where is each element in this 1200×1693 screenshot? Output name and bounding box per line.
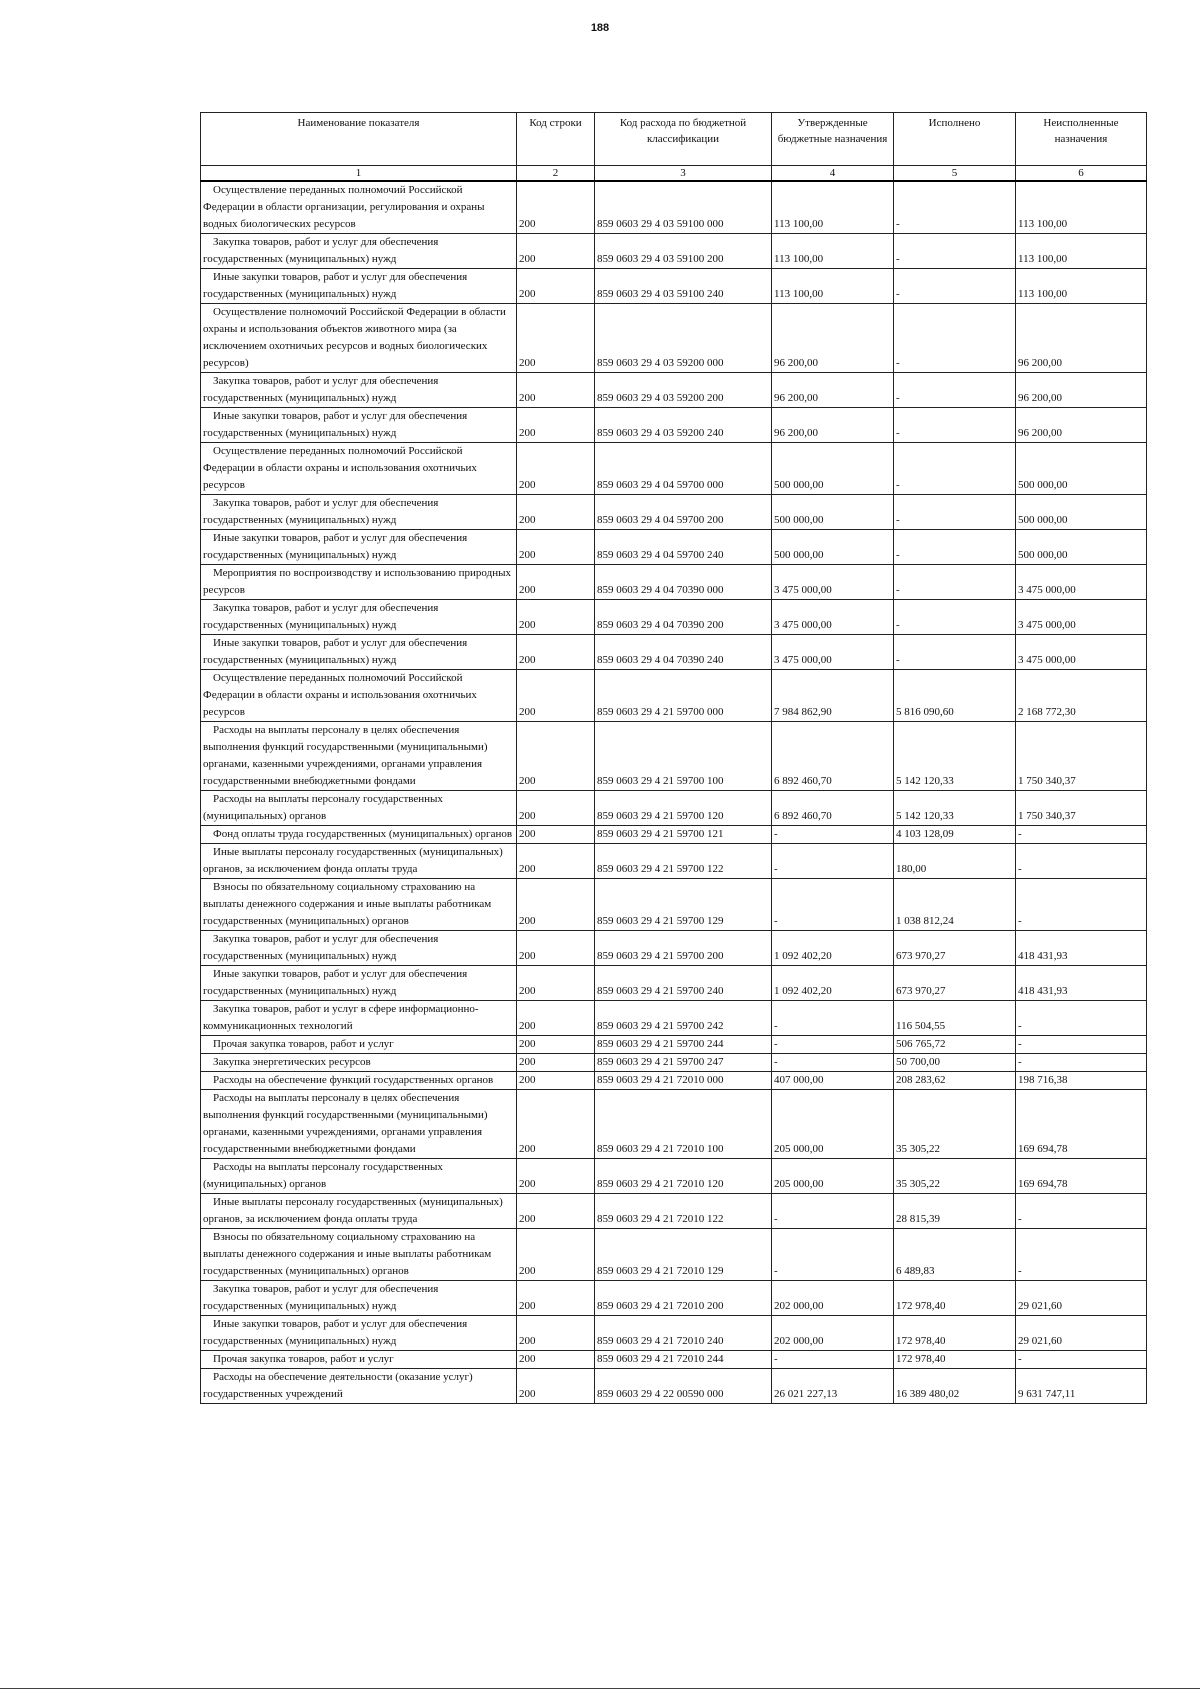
unexecuted-cell: 29 021,60	[1016, 1281, 1147, 1316]
column-number: 4	[772, 166, 894, 182]
indicator-name-cell: Расходы на выплаты персоналу государственных (муниципальных) органов	[201, 1159, 517, 1194]
expense-code-cell: 859 0603 29 4 21 59700 121	[595, 826, 772, 844]
approved-cell: 500 000,00	[772, 443, 894, 495]
indicator-name-cell: Расходы на обеспечение функций государственных органов	[201, 1072, 517, 1090]
indicator-name-cell: Осуществление переданных полномочий Российской Федерации в области организации, регулирования и охраны водных биологических ресурсов	[201, 181, 517, 234]
header-executed: Исполнено	[894, 113, 1016, 166]
line-code-cell: 200	[517, 635, 595, 670]
approved-cell: 500 000,00	[772, 530, 894, 565]
table-row	[201, 670, 1147, 722]
line-code-cell: 200	[517, 565, 595, 600]
expense-code-cell: 859 0603 29 4 21 72010 129	[595, 1229, 772, 1281]
indicator-name-cell: Взносы по обязательному социальному страхованию на выплаты денежного содержания и иные выплаты работникам государственных (муниципальных) органов	[201, 1229, 517, 1281]
unexecuted-cell: 29 021,60	[1016, 1316, 1147, 1351]
line-code-cell: 200	[517, 1281, 595, 1316]
indicator-name-cell: Расходы на обеспечение деятельности (оказание услуг) государственных учреждений	[201, 1369, 517, 1404]
executed-cell: 116 504,55	[894, 1001, 1016, 1036]
unexecuted-cell: 96 200,00	[1016, 408, 1147, 443]
executed-cell: -	[894, 304, 1016, 373]
table-row	[201, 966, 1147, 1001]
unexecuted-cell: 9 631 747,11	[1016, 1369, 1147, 1404]
expense-code-cell: 859 0603 29 4 03 59100 200	[595, 234, 772, 269]
executed-cell: -	[894, 181, 1016, 234]
executed-cell: 180,00	[894, 844, 1016, 879]
table-row	[201, 1194, 1147, 1229]
expense-code-cell: 859 0603 29 4 04 70390 240	[595, 635, 772, 670]
expense-code-cell: 859 0603 29 4 21 59700 200	[595, 931, 772, 966]
table-row	[201, 443, 1147, 495]
executed-cell: 673 970,27	[894, 931, 1016, 966]
unexecuted-cell: 198 716,38	[1016, 1072, 1147, 1090]
approved-cell: 113 100,00	[772, 181, 894, 234]
indicator-name-cell: Иные выплаты персоналу государственных (муниципальных) органов, за исключением фонда оплаты труда	[201, 1194, 517, 1229]
table-row	[201, 826, 1147, 844]
line-code-cell: 200	[517, 966, 595, 1001]
approved-cell: 205 000,00	[772, 1159, 894, 1194]
approved-cell: 113 100,00	[772, 269, 894, 304]
indicator-name-cell: Иные закупки товаров, работ и услуг для обеспечения государственных (муниципальных) нужд	[201, 635, 517, 670]
executed-cell: -	[894, 373, 1016, 408]
indicator-name-cell: Взносы по обязательному социальному страхованию на выплаты денежного содержания и иные выплаты работникам государственных (муниципальных) органов	[201, 879, 517, 931]
line-code-cell: 200	[517, 844, 595, 879]
executed-cell: 172 978,40	[894, 1351, 1016, 1369]
expense-code-cell: 859 0603 29 4 21 59700 129	[595, 879, 772, 931]
executed-cell: -	[894, 530, 1016, 565]
indicator-name-cell: Закупка товаров, работ и услуг для обеспечения государственных (муниципальных) нужд	[201, 373, 517, 408]
expense-code-cell: 859 0603 29 4 21 59700 242	[595, 1001, 772, 1036]
line-code-cell: 200	[517, 879, 595, 931]
indicator-name-cell: Расходы на выплаты персоналу государственных (муниципальных) органов	[201, 791, 517, 826]
table-row	[201, 495, 1147, 530]
unexecuted-cell: 96 200,00	[1016, 373, 1147, 408]
line-code-cell: 200	[517, 1351, 595, 1369]
expense-code-cell: 859 0603 29 4 21 72010 240	[595, 1316, 772, 1351]
unexecuted-cell: -	[1016, 826, 1147, 844]
executed-cell: 5 816 090,60	[894, 670, 1016, 722]
line-code-cell: 200	[517, 600, 595, 635]
table-body	[201, 181, 1147, 1404]
executed-cell: 35 305,22	[894, 1090, 1016, 1159]
expense-code-cell: 859 0603 29 4 03 59200 240	[595, 408, 772, 443]
expense-code-cell: 859 0603 29 4 04 59700 240	[595, 530, 772, 565]
executed-cell: 28 815,39	[894, 1194, 1016, 1229]
table-row	[201, 565, 1147, 600]
executed-cell: 208 283,62	[894, 1072, 1016, 1090]
executed-cell: 506 765,72	[894, 1036, 1016, 1054]
approved-cell: 6 892 460,70	[772, 791, 894, 826]
expense-code-cell: 859 0603 29 4 21 59700 122	[595, 844, 772, 879]
line-code-cell: 200	[517, 1369, 595, 1404]
approved-cell: -	[772, 1036, 894, 1054]
line-code-cell: 200	[517, 722, 595, 791]
table-row	[201, 1159, 1147, 1194]
approved-cell: 202 000,00	[772, 1316, 894, 1351]
approved-cell: -	[772, 844, 894, 879]
executed-cell: 4 103 128,09	[894, 826, 1016, 844]
executed-cell: 673 970,27	[894, 966, 1016, 1001]
approved-cell: 3 475 000,00	[772, 565, 894, 600]
page-number: 188	[590, 22, 610, 34]
unexecuted-cell: 96 200,00	[1016, 304, 1147, 373]
table-row	[201, 1229, 1147, 1281]
unexecuted-cell: 1 750 340,37	[1016, 791, 1147, 826]
unexecuted-cell: 169 694,78	[1016, 1159, 1147, 1194]
expense-code-cell: 859 0603 29 4 04 59700 200	[595, 495, 772, 530]
unexecuted-cell: 3 475 000,00	[1016, 600, 1147, 635]
line-code-cell: 200	[517, 1194, 595, 1229]
table-row	[201, 1072, 1147, 1090]
executed-cell: 172 978,40	[894, 1281, 1016, 1316]
column-number: 2	[517, 166, 595, 182]
approved-cell: -	[772, 1194, 894, 1229]
table-row	[201, 181, 1147, 234]
approved-cell: -	[772, 1054, 894, 1072]
approved-cell: 205 000,00	[772, 1090, 894, 1159]
unexecuted-cell: -	[1016, 879, 1147, 931]
line-code-cell: 200	[517, 670, 595, 722]
expense-code-cell: 859 0603 29 4 21 72010 244	[595, 1351, 772, 1369]
indicator-name-cell: Расходы на выплаты персоналу в целях обеспечения выполнения функций государственными (муниципальными) органами, казенными учреждениями, органами управления государственными внебюджетными фондами	[201, 1090, 517, 1159]
table-header-row	[201, 113, 1147, 166]
line-code-cell: 200	[517, 269, 595, 304]
unexecuted-cell: 500 000,00	[1016, 443, 1147, 495]
header-expense-code: Код расхода по бюджетной классификации	[595, 113, 772, 166]
executed-cell: 6 489,83	[894, 1229, 1016, 1281]
unexecuted-cell: 169 694,78	[1016, 1090, 1147, 1159]
executed-cell: -	[894, 635, 1016, 670]
executed-cell: -	[894, 443, 1016, 495]
indicator-name-cell: Иные закупки товаров, работ и услуг для обеспечения государственных (муниципальных) нужд	[201, 269, 517, 304]
table-row	[201, 1369, 1147, 1404]
unexecuted-cell: 418 431,93	[1016, 966, 1147, 1001]
bottom-rule	[0, 1688, 1200, 1689]
line-code-cell: 200	[517, 1159, 595, 1194]
indicator-name-cell: Иные закупки товаров, работ и услуг для обеспечения государственных (муниципальных) нужд	[201, 530, 517, 565]
line-code-cell: 200	[517, 373, 595, 408]
column-number: 6	[1016, 166, 1147, 182]
line-code-cell: 200	[517, 1090, 595, 1159]
unexecuted-cell: 113 100,00	[1016, 269, 1147, 304]
approved-cell: 3 475 000,00	[772, 635, 894, 670]
table-row	[201, 600, 1147, 635]
line-code-cell: 200	[517, 234, 595, 269]
executed-cell: -	[894, 600, 1016, 635]
executed-cell: 35 305,22	[894, 1159, 1016, 1194]
approved-cell: 7 984 862,90	[772, 670, 894, 722]
line-code-cell: 200	[517, 1316, 595, 1351]
indicator-name-cell: Закупка товаров, работ и услуг для обеспечения государственных (муниципальных) нужд	[201, 1281, 517, 1316]
unexecuted-cell: -	[1016, 844, 1147, 879]
unexecuted-cell: 2 168 772,30	[1016, 670, 1147, 722]
column-number: 1	[201, 166, 517, 182]
indicator-name-cell: Иные выплаты персоналу государственных (муниципальных) органов, за исключением фонда оплаты труда	[201, 844, 517, 879]
approved-cell: 26 021 227,13	[772, 1369, 894, 1404]
expense-code-cell: 859 0603 29 4 03 59100 240	[595, 269, 772, 304]
unexecuted-cell: 113 100,00	[1016, 181, 1147, 234]
executed-cell: 16 389 480,02	[894, 1369, 1016, 1404]
approved-cell: -	[772, 826, 894, 844]
indicator-name-cell: Расходы на выплаты персоналу в целях обеспечения выполнения функций государственными (муниципальными) органами, казенными учреждениями, органами управления государственными внебюджетными фондами	[201, 722, 517, 791]
table-row	[201, 1036, 1147, 1054]
approved-cell: -	[772, 1001, 894, 1036]
line-code-cell: 200	[517, 931, 595, 966]
expense-code-cell: 859 0603 29 4 04 59700 000	[595, 443, 772, 495]
unexecuted-cell: 500 000,00	[1016, 495, 1147, 530]
expense-code-cell: 859 0603 29 4 21 72010 200	[595, 1281, 772, 1316]
expense-code-cell: 859 0603 29 4 21 72010 100	[595, 1090, 772, 1159]
executed-cell: -	[894, 495, 1016, 530]
indicator-name-cell: Иные закупки товаров, работ и услуг для обеспечения государственных (муниципальных) нужд	[201, 1316, 517, 1351]
line-code-cell: 200	[517, 1036, 595, 1054]
budget-execution-table	[200, 112, 1147, 1404]
line-code-cell: 200	[517, 1229, 595, 1281]
indicator-name-cell: Иные закупки товаров, работ и услуг для обеспечения государственных (муниципальных) нужд	[201, 966, 517, 1001]
approved-cell: 113 100,00	[772, 234, 894, 269]
table-row	[201, 1054, 1147, 1072]
header-line-code: Код строки	[517, 113, 595, 166]
table-row	[201, 931, 1147, 966]
line-code-cell: 200	[517, 1001, 595, 1036]
indicator-name-cell: Осуществление переданных полномочий Российской Федерации в области охраны и использования охотничьих ресурсов	[201, 670, 517, 722]
expense-code-cell: 859 0603 29 4 21 59700 240	[595, 966, 772, 1001]
indicator-name-cell: Мероприятия по воспроизводству и использованию природных ресурсов	[201, 565, 517, 600]
expense-code-cell: 859 0603 29 4 21 59700 100	[595, 722, 772, 791]
executed-cell: 50 700,00	[894, 1054, 1016, 1072]
line-code-cell: 200	[517, 826, 595, 844]
approved-cell: 407 000,00	[772, 1072, 894, 1090]
table-row	[201, 530, 1147, 565]
table-row	[201, 879, 1147, 931]
table-row	[201, 269, 1147, 304]
executed-cell: 5 142 120,33	[894, 791, 1016, 826]
expense-code-cell: 859 0603 29 4 03 59200 000	[595, 304, 772, 373]
executed-cell: -	[894, 408, 1016, 443]
column-number: 5	[894, 166, 1016, 182]
approved-cell: 1 092 402,20	[772, 931, 894, 966]
table-row	[201, 234, 1147, 269]
indicator-name-cell: Фонд оплаты труда государственных (муниципальных) органов	[201, 826, 517, 844]
column-number: 3	[595, 166, 772, 182]
table-row	[201, 635, 1147, 670]
expense-code-cell: 859 0603 29 4 22 00590 000	[595, 1369, 772, 1404]
header-indicator-name: Наименование показателя	[201, 113, 517, 166]
unexecuted-cell: 3 475 000,00	[1016, 635, 1147, 670]
unexecuted-cell: 418 431,93	[1016, 931, 1147, 966]
table-row	[201, 1281, 1147, 1316]
unexecuted-cell: -	[1016, 1229, 1147, 1281]
unexecuted-cell: -	[1016, 1194, 1147, 1229]
expense-code-cell: 859 0603 29 4 21 72010 120	[595, 1159, 772, 1194]
indicator-name-cell: Закупка товаров, работ и услуг для обеспечения государственных (муниципальных) нужд	[201, 234, 517, 269]
expense-code-cell: 859 0603 29 4 21 59700 000	[595, 670, 772, 722]
table-row	[201, 373, 1147, 408]
unexecuted-cell: -	[1016, 1036, 1147, 1054]
approved-cell: 6 892 460,70	[772, 722, 894, 791]
unexecuted-cell: -	[1016, 1054, 1147, 1072]
line-code-cell: 200	[517, 304, 595, 373]
unexecuted-cell: -	[1016, 1001, 1147, 1036]
line-code-cell: 200	[517, 1072, 595, 1090]
executed-cell: 5 142 120,33	[894, 722, 1016, 791]
indicator-name-cell: Закупка товаров, работ и услуг в сфере информационно-коммуникационных технологий	[201, 1001, 517, 1036]
column-number-row	[201, 166, 1147, 182]
expense-code-cell: 859 0603 29 4 21 72010 122	[595, 1194, 772, 1229]
expense-code-cell: 859 0603 29 4 04 70390 200	[595, 600, 772, 635]
table-row	[201, 791, 1147, 826]
executed-cell: -	[894, 234, 1016, 269]
unexecuted-cell: 1 750 340,37	[1016, 722, 1147, 791]
unexecuted-cell: 3 475 000,00	[1016, 565, 1147, 600]
table-row	[201, 408, 1147, 443]
executed-cell: -	[894, 269, 1016, 304]
table-row	[201, 722, 1147, 791]
expense-code-cell: 859 0603 29 4 21 59700 244	[595, 1036, 772, 1054]
expense-code-cell: 859 0603 29 4 21 72010 000	[595, 1072, 772, 1090]
indicator-name-cell: Закупка товаров, работ и услуг для обеспечения государственных (муниципальных) нужд	[201, 600, 517, 635]
unexecuted-cell: 113 100,00	[1016, 234, 1147, 269]
expense-code-cell: 859 0603 29 4 04 70390 000	[595, 565, 772, 600]
line-code-cell: 200	[517, 791, 595, 826]
line-code-cell: 200	[517, 443, 595, 495]
indicator-name-cell: Осуществление полномочий Российской Федерации в области охраны и использования объектов животного мира (за исключением охотничьих ресурсов и водных биологических ресурсов)	[201, 304, 517, 373]
table-row	[201, 1351, 1147, 1369]
expense-code-cell: 859 0603 29 4 03 59100 000	[595, 181, 772, 234]
approved-cell: -	[772, 1229, 894, 1281]
header-unexecuted: Неисполненные назначения	[1016, 113, 1147, 166]
approved-cell: -	[772, 1351, 894, 1369]
table-row	[201, 304, 1147, 373]
indicator-name-cell: Прочая закупка товаров, работ и услуг	[201, 1351, 517, 1369]
executed-cell: -	[894, 565, 1016, 600]
unexecuted-cell: 500 000,00	[1016, 530, 1147, 565]
indicator-name-cell: Иные закупки товаров, работ и услуг для обеспечения государственных (муниципальных) нужд	[201, 408, 517, 443]
executed-cell: 1 038 812,24	[894, 879, 1016, 931]
table-row	[201, 1001, 1147, 1036]
approved-cell: 3 475 000,00	[772, 600, 894, 635]
line-code-cell: 200	[517, 1054, 595, 1072]
executed-cell: 172 978,40	[894, 1316, 1016, 1351]
unexecuted-cell: -	[1016, 1351, 1147, 1369]
indicator-name-cell: Закупка товаров, работ и услуг для обеспечения государственных (муниципальных) нужд	[201, 495, 517, 530]
approved-cell: -	[772, 879, 894, 931]
line-code-cell: 200	[517, 408, 595, 443]
approved-cell: 1 092 402,20	[772, 966, 894, 1001]
line-code-cell: 200	[517, 530, 595, 565]
expense-code-cell: 859 0603 29 4 21 59700 120	[595, 791, 772, 826]
table-row	[201, 1090, 1147, 1159]
header-approved: Утвержденные бюджетные назначения	[772, 113, 894, 166]
table-row	[201, 844, 1147, 879]
expense-code-cell: 859 0603 29 4 03 59200 200	[595, 373, 772, 408]
indicator-name-cell: Закупка энергетических ресурсов	[201, 1054, 517, 1072]
approved-cell: 96 200,00	[772, 373, 894, 408]
indicator-name-cell: Осуществление переданных полномочий Российской Федерации в области охраны и использования охотничьих ресурсов	[201, 443, 517, 495]
expense-code-cell: 859 0603 29 4 21 59700 247	[595, 1054, 772, 1072]
indicator-name-cell: Закупка товаров, работ и услуг для обеспечения государственных (муниципальных) нужд	[201, 931, 517, 966]
approved-cell: 96 200,00	[772, 408, 894, 443]
approved-cell: 202 000,00	[772, 1281, 894, 1316]
approved-cell: 500 000,00	[772, 495, 894, 530]
indicator-name-cell: Прочая закупка товаров, работ и услуг	[201, 1036, 517, 1054]
line-code-cell: 200	[517, 495, 595, 530]
line-code-cell: 200	[517, 181, 595, 234]
approved-cell: 96 200,00	[772, 304, 894, 373]
table-row	[201, 1316, 1147, 1351]
